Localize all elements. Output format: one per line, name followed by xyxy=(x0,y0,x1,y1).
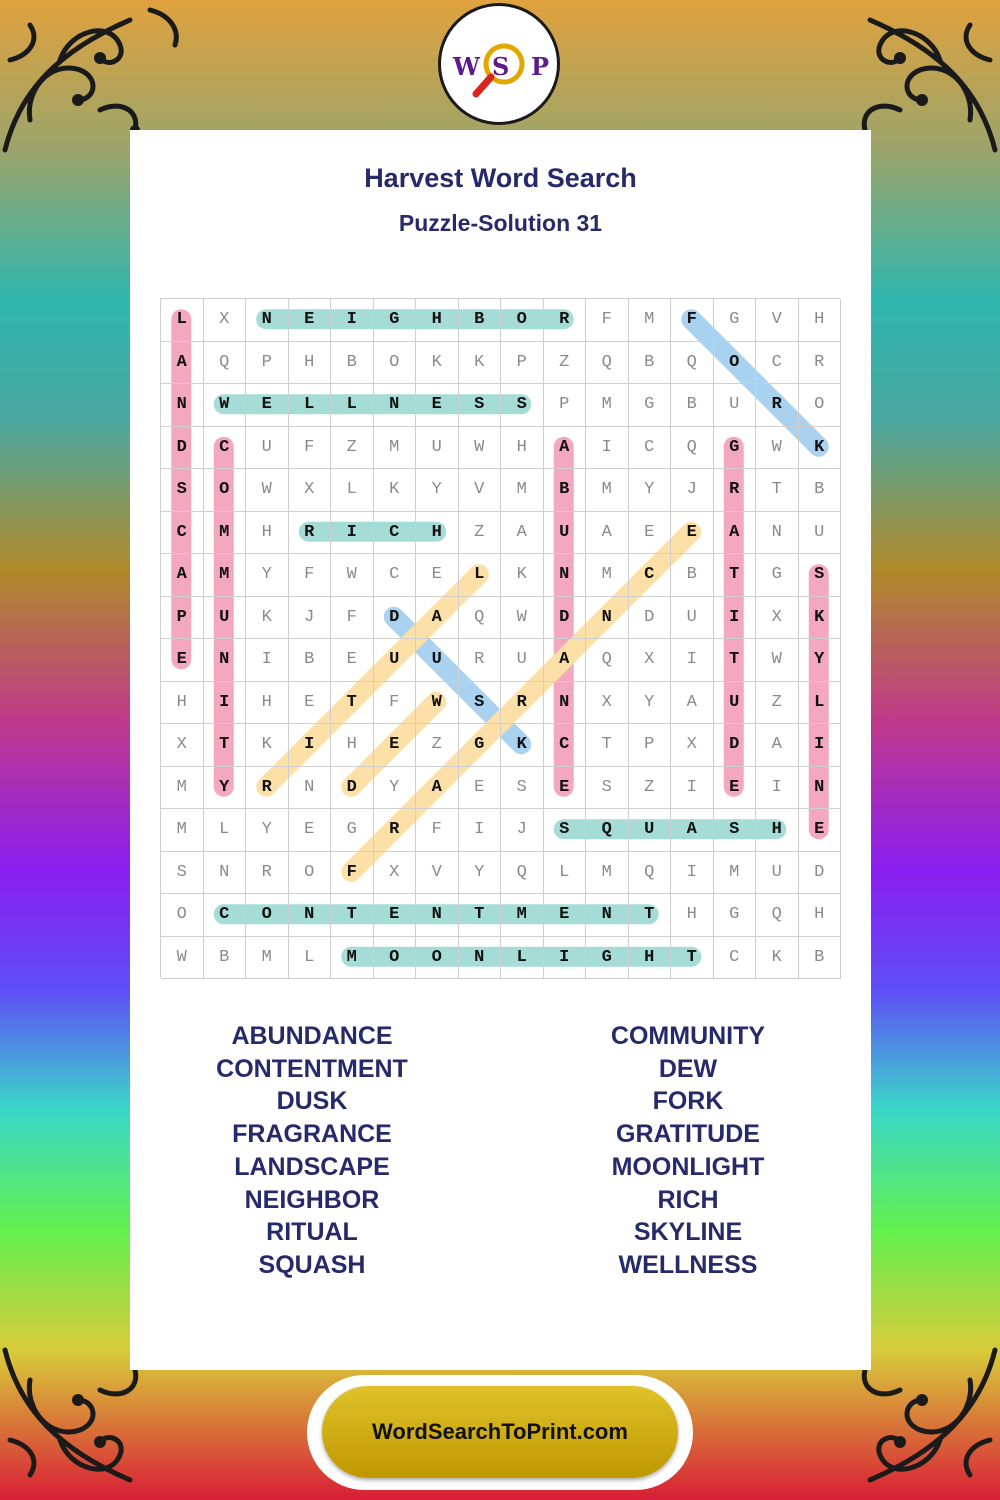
grid-cell[interactable]: M xyxy=(586,852,629,895)
grid-cell[interactable]: R xyxy=(289,512,332,555)
grid-cell[interactable]: U xyxy=(714,384,757,427)
grid-cell[interactable]: N xyxy=(246,299,289,342)
grid-cell[interactable]: C xyxy=(544,724,587,767)
word-list-item: LANDSCAPE xyxy=(234,1152,390,1181)
grid-cell[interactable]: W xyxy=(204,384,247,427)
grid-cell[interactable]: G xyxy=(459,724,502,767)
grid-cell[interactable]: L xyxy=(544,852,587,895)
grid-cell[interactable]: U xyxy=(671,597,714,640)
grid-cell[interactable]: U xyxy=(756,852,799,895)
grid-cell[interactable]: I xyxy=(671,639,714,682)
grid-cell[interactable]: E xyxy=(416,384,459,427)
grid-cell[interactable]: U xyxy=(714,682,757,725)
puzzle-sheet xyxy=(130,130,871,1370)
grid-cell[interactable]: Z xyxy=(416,724,459,767)
word-list-item: RITUAL xyxy=(266,1218,358,1247)
grid-cell[interactable]: E xyxy=(714,767,757,810)
grid-cell[interactable]: I xyxy=(756,767,799,810)
grid-cell[interactable]: Y xyxy=(459,852,502,895)
grid-cell[interactable]: L xyxy=(161,299,204,342)
grid-cell[interactable]: B xyxy=(629,342,672,385)
grid-cell[interactable]: N xyxy=(289,894,332,937)
grid-cell[interactable]: E xyxy=(544,894,587,937)
grid-cell[interactable]: N xyxy=(544,554,587,597)
grid-cell[interactable]: J xyxy=(289,597,332,640)
grid-cell[interactable]: I xyxy=(671,852,714,895)
grid-cell[interactable]: T xyxy=(331,894,374,937)
grid-cell[interactable]: K xyxy=(799,597,842,640)
grid-cell[interactable]: T xyxy=(459,894,502,937)
grid-cell[interactable]: M xyxy=(586,554,629,597)
grid-cell[interactable]: B xyxy=(799,937,842,980)
word-list-item: RICH xyxy=(657,1185,719,1214)
grid-cell[interactable]: W xyxy=(331,554,374,597)
grid-cell[interactable]: X xyxy=(204,299,247,342)
grid-cell[interactable]: B xyxy=(331,342,374,385)
grid-cell[interactable]: E xyxy=(289,299,332,342)
grid-cell[interactable]: E xyxy=(799,809,842,852)
grid-cell[interactable]: V xyxy=(459,469,502,512)
grid-cell[interactable]: H xyxy=(331,724,374,767)
word-grid xyxy=(160,298,840,978)
grid-cell[interactable]: P xyxy=(246,342,289,385)
grid-cell[interactable]: D xyxy=(374,597,417,640)
grid-cell[interactable]: L xyxy=(331,384,374,427)
grid-cell[interactable]: G xyxy=(331,809,374,852)
grid-cell[interactable]: N xyxy=(459,937,502,980)
grid-cell[interactable]: D xyxy=(799,852,842,895)
grid-cell[interactable]: K xyxy=(374,469,417,512)
grid-cell[interactable]: U xyxy=(799,512,842,555)
grid-cell[interactable]: E xyxy=(629,512,672,555)
grid-cell[interactable]: W xyxy=(416,682,459,725)
grid-cell[interactable]: L xyxy=(799,682,842,725)
grid-cell[interactable]: I xyxy=(586,427,629,470)
grid-cell[interactable]: Y xyxy=(246,809,289,852)
grid-cell[interactable]: Q xyxy=(586,639,629,682)
grid-cell[interactable]: O xyxy=(289,852,332,895)
grid-cell[interactable]: L xyxy=(501,937,544,980)
grid-cell[interactable]: C xyxy=(204,894,247,937)
word-list-item: GRATITUDE xyxy=(616,1120,760,1149)
grid-cell[interactable]: A xyxy=(501,512,544,555)
grid-cell[interactable]: K xyxy=(459,342,502,385)
grid-cell[interactable]: M xyxy=(204,554,247,597)
grid-cell[interactable]: M xyxy=(629,299,672,342)
grid-cell[interactable]: E xyxy=(544,767,587,810)
grid-cell[interactable]: I xyxy=(799,724,842,767)
grid-cell[interactable]: C xyxy=(161,512,204,555)
grid-cell[interactable]: U xyxy=(629,809,672,852)
grid-cell[interactable]: O xyxy=(161,894,204,937)
grid-cell[interactable]: S xyxy=(161,469,204,512)
grid-cell[interactable]: N xyxy=(161,384,204,427)
grid-cell[interactable]: T xyxy=(756,469,799,512)
grid-cell[interactable]: X xyxy=(289,469,332,512)
grid-cell[interactable]: N xyxy=(799,767,842,810)
grid-cell[interactable]: U xyxy=(374,639,417,682)
grid-cell[interactable]: S xyxy=(459,384,502,427)
grid-cell[interactable]: K xyxy=(501,724,544,767)
grid-cell[interactable]: S xyxy=(459,682,502,725)
grid-cell[interactable]: O xyxy=(714,342,757,385)
grid-cell[interactable]: R xyxy=(501,682,544,725)
grid-cell[interactable]: N xyxy=(204,639,247,682)
grid-cell[interactable]: R xyxy=(459,639,502,682)
grid-cell[interactable]: N xyxy=(586,597,629,640)
grid-cell[interactable]: H xyxy=(799,894,842,937)
grid-cell[interactable]: S xyxy=(799,554,842,597)
grid-cell[interactable]: T xyxy=(331,682,374,725)
grid-cell[interactable]: Q xyxy=(459,597,502,640)
grid-cell[interactable]: D xyxy=(629,597,672,640)
grid-cell[interactable]: Z xyxy=(756,682,799,725)
grid-cell[interactable]: H xyxy=(289,342,332,385)
grid-cell[interactable]: K xyxy=(246,724,289,767)
grid-cell[interactable]: N xyxy=(204,852,247,895)
grid-cell[interactable]: P xyxy=(161,597,204,640)
grid-cell[interactable]: N xyxy=(544,682,587,725)
grid-cell[interactable]: E xyxy=(161,639,204,682)
grid-cell[interactable]: I xyxy=(204,682,247,725)
grid-cell[interactable]: O xyxy=(374,342,417,385)
grid-cell[interactable]: H xyxy=(756,809,799,852)
grid-cell[interactable]: Z xyxy=(331,427,374,470)
grid-cell[interactable]: P xyxy=(544,384,587,427)
grid-cell[interactable]: A xyxy=(544,427,587,470)
grid-cell[interactable]: B xyxy=(799,469,842,512)
grid-cell[interactable]: G xyxy=(374,299,417,342)
grid-cell[interactable]: D xyxy=(331,767,374,810)
word-list-item: COMMUNITY xyxy=(610,1022,766,1050)
grid-cell[interactable]: Q xyxy=(501,852,544,895)
grid-cell[interactable]: I xyxy=(459,809,502,852)
grid-cell[interactable]: F xyxy=(374,682,417,725)
word-list-item: CONTENTMENT xyxy=(216,1054,408,1083)
grid-cell[interactable]: C xyxy=(204,427,247,470)
grid-cell[interactable]: E xyxy=(374,724,417,767)
grid-cell[interactable]: I xyxy=(671,767,714,810)
grid-cell[interactable]: I xyxy=(331,299,374,342)
grid-cell[interactable]: G xyxy=(629,384,672,427)
grid-cell[interactable]: A xyxy=(714,512,757,555)
grid-cell[interactable]: H xyxy=(671,894,714,937)
word-list-left xyxy=(162,1020,462,1282)
grid-cell[interactable]: S xyxy=(161,852,204,895)
grid-cell[interactable]: F xyxy=(586,299,629,342)
grid-cell[interactable]: G xyxy=(714,427,757,470)
grid-cell[interactable]: F xyxy=(289,554,332,597)
grid-cell[interactable]: O xyxy=(204,469,247,512)
grid-cell[interactable]: V xyxy=(756,299,799,342)
word-list-item: DEW xyxy=(658,1054,718,1083)
grid-cell[interactable]: F xyxy=(671,299,714,342)
grid-cell[interactable]: W xyxy=(756,639,799,682)
grid-cell[interactable]: M xyxy=(714,852,757,895)
grid-cell[interactable]: M xyxy=(586,384,629,427)
grid-cell[interactable]: Q xyxy=(586,809,629,852)
grid-cell[interactable]: T xyxy=(629,894,672,937)
grid-cell[interactable]: G xyxy=(586,937,629,980)
grid-cell[interactable]: W xyxy=(246,469,289,512)
logo-letter: P xyxy=(531,52,550,81)
grid-cell[interactable]: H xyxy=(161,682,204,725)
grid-cell[interactable]: A xyxy=(544,639,587,682)
grid-cell[interactable]: T xyxy=(714,639,757,682)
grid-cell[interactable]: R xyxy=(246,852,289,895)
grid-cell[interactable]: A xyxy=(586,512,629,555)
grid-cell[interactable]: C xyxy=(756,342,799,385)
grid-cell[interactable]: Q xyxy=(756,894,799,937)
grid-cell[interactable]: A xyxy=(416,597,459,640)
grid-cell[interactable]: X xyxy=(756,597,799,640)
grid-cell[interactable]: U xyxy=(246,427,289,470)
word-list-item: MOONLIGHT xyxy=(611,1152,765,1181)
grid-cell[interactable]: U xyxy=(501,639,544,682)
grid-cell[interactable]: R xyxy=(246,767,289,810)
grid-cell[interactable]: U xyxy=(416,639,459,682)
grid-cell[interactable]: E xyxy=(374,894,417,937)
grid-cell[interactable]: O xyxy=(501,299,544,342)
grid-cell[interactable]: N xyxy=(416,894,459,937)
grid-cell[interactable]: M xyxy=(331,937,374,980)
grid-cell[interactable]: Y xyxy=(246,554,289,597)
grid-cell[interactable]: K xyxy=(799,427,842,470)
grid-cell[interactable]: A xyxy=(671,809,714,852)
grid-cell[interactable]: O xyxy=(799,384,842,427)
grid-cell[interactable]: S xyxy=(501,767,544,810)
grid-cell[interactable]: S xyxy=(586,767,629,810)
site-logo[interactable] xyxy=(438,3,560,125)
grid-cell[interactable]: M xyxy=(586,469,629,512)
grid-cell[interactable]: X xyxy=(671,724,714,767)
logo-letter: W xyxy=(453,52,480,81)
grid-cell[interactable]: C xyxy=(374,512,417,555)
grid-cell[interactable]: W xyxy=(459,427,502,470)
grid-cell[interactable]: Y xyxy=(204,767,247,810)
grid-cell[interactable]: S xyxy=(501,384,544,427)
grid-cell[interactable]: T xyxy=(204,724,247,767)
grid-cell[interactable]: Q xyxy=(671,342,714,385)
grid-cell[interactable]: Y xyxy=(374,767,417,810)
grid-cell[interactable]: X xyxy=(374,852,417,895)
page-title: Harvest Word Search xyxy=(364,163,637,193)
grid-cell[interactable]: F xyxy=(416,809,459,852)
word-list-item: ABUNDANCE xyxy=(231,1022,393,1050)
grid-cell[interactable]: B xyxy=(671,384,714,427)
grid-cell[interactable]: C xyxy=(714,937,757,980)
grid-cell[interactable]: B xyxy=(544,469,587,512)
grid-cell[interactable]: I xyxy=(714,597,757,640)
grid-cell[interactable]: F xyxy=(331,852,374,895)
word-list-item: DUSK xyxy=(276,1087,348,1116)
grid-cell[interactable]: Y xyxy=(629,469,672,512)
grid-cell[interactable]: B xyxy=(289,639,332,682)
grid-cell[interactable]: L xyxy=(289,937,332,980)
word-list-item: SKYLINE xyxy=(633,1218,743,1247)
grid-cell[interactable]: G xyxy=(756,554,799,597)
grid-cell[interactable]: K xyxy=(756,937,799,980)
grid-cell[interactable]: I xyxy=(544,937,587,980)
grid-cell[interactable]: Z xyxy=(629,767,672,810)
grid-cell[interactable]: L xyxy=(204,809,247,852)
grid-cell[interactable]: A xyxy=(161,342,204,385)
grid-cell[interactable]: W xyxy=(161,937,204,980)
grid-cell[interactable]: J xyxy=(671,469,714,512)
grid-cell[interactable]: M xyxy=(501,894,544,937)
grid-cell[interactable]: Q xyxy=(671,427,714,470)
logo-letter: S xyxy=(492,52,510,81)
grid-cell[interactable]: K xyxy=(501,554,544,597)
grid-cell[interactable]: E xyxy=(289,809,332,852)
grid-cell[interactable]: N xyxy=(374,384,417,427)
grid-cell[interactable]: Z xyxy=(544,342,587,385)
page-subtitle: Puzzle-Solution 31 xyxy=(398,210,603,236)
grid-cell[interactable]: Z xyxy=(459,512,502,555)
grid-cell[interactable]: R xyxy=(374,809,417,852)
grid-cell[interactable]: D xyxy=(544,597,587,640)
grid-cell[interactable]: O xyxy=(246,894,289,937)
grid-cell[interactable]: L xyxy=(459,554,502,597)
grid-cell[interactable]: X xyxy=(161,724,204,767)
grid-cell[interactable]: Q xyxy=(629,852,672,895)
grid-cell[interactable]: C xyxy=(629,554,672,597)
grid-cell[interactable]: R xyxy=(714,469,757,512)
grid-cell[interactable]: X xyxy=(629,639,672,682)
grid-cell[interactable]: P xyxy=(501,342,544,385)
grid-cell[interactable]: H xyxy=(246,512,289,555)
word-list-item: FRAGRANCE xyxy=(232,1120,392,1149)
grid-cell[interactable]: B xyxy=(204,937,247,980)
grid-cell[interactable]: I xyxy=(331,512,374,555)
word-list-item: FORK xyxy=(652,1087,724,1116)
grid-cell[interactable]: F xyxy=(331,597,374,640)
footer-site-button[interactable] xyxy=(322,1386,678,1478)
grid-cell[interactable]: M xyxy=(204,512,247,555)
grid-cell[interactable]: A xyxy=(416,767,459,810)
grid-cell[interactable]: Y xyxy=(799,639,842,682)
grid-cell[interactable]: R xyxy=(756,384,799,427)
word-list-item: WELLNESS xyxy=(618,1250,758,1279)
grid-cell[interactable]: Y xyxy=(629,682,672,725)
grid-cell[interactable]: H xyxy=(501,427,544,470)
grid-cell[interactable]: T xyxy=(671,937,714,980)
grid-cell[interactable]: R xyxy=(799,342,842,385)
grid-cell[interactable]: M xyxy=(161,809,204,852)
grid-cell[interactable]: B xyxy=(671,554,714,597)
grid-cell[interactable]: O xyxy=(374,937,417,980)
word-list-item: NEIGHBOR xyxy=(244,1185,380,1214)
grid-cell[interactable]: M xyxy=(501,469,544,512)
grid-cell[interactable]: A xyxy=(756,724,799,767)
grid-cell[interactable]: G xyxy=(714,894,757,937)
footer-site-label: WordSearchToPrint.com xyxy=(372,1419,628,1444)
grid-cell[interactable]: B xyxy=(459,299,502,342)
grid-cell[interactable]: N xyxy=(756,512,799,555)
word-list-right xyxy=(538,1020,838,1282)
grid-cell[interactable]: C xyxy=(374,554,417,597)
grid-cell[interactable]: E xyxy=(246,384,289,427)
grid-cell[interactable]: O xyxy=(416,937,459,980)
grid-cell[interactable]: K xyxy=(246,597,289,640)
grid-cell[interactable]: M xyxy=(374,427,417,470)
grid-cell[interactable]: H xyxy=(416,512,459,555)
grid-cell[interactable]: U xyxy=(204,597,247,640)
grid-cell[interactable]: I xyxy=(289,724,332,767)
grid-cell[interactable]: T xyxy=(714,554,757,597)
grid-cell[interactable]: G xyxy=(714,299,757,342)
grid-cell[interactable]: A xyxy=(671,682,714,725)
grid-cell[interactable]: P xyxy=(629,724,672,767)
grid-cell[interactable]: E xyxy=(416,554,459,597)
word-list-item: SQUASH xyxy=(258,1250,366,1279)
grid-cell[interactable]: E xyxy=(459,767,502,810)
grid-cell[interactable]: S xyxy=(714,809,757,852)
grid-cell[interactable]: D xyxy=(161,427,204,470)
grid-cell[interactable]: E xyxy=(289,682,332,725)
grid-cell[interactable]: R xyxy=(544,299,587,342)
grid-cell[interactable]: E xyxy=(331,639,374,682)
grid-cell[interactable]: U xyxy=(416,427,459,470)
grid-cell[interactable]: L xyxy=(331,469,374,512)
grid-cell[interactable]: D xyxy=(714,724,757,767)
grid-cell[interactable]: X xyxy=(586,682,629,725)
grid-cell[interactable]: S xyxy=(544,809,587,852)
letter-grid xyxy=(160,298,840,978)
grid-cell[interactable]: C xyxy=(629,427,672,470)
grid-cell[interactable]: U xyxy=(544,512,587,555)
grid-cell[interactable]: K xyxy=(416,342,459,385)
grid-cell[interactable]: T xyxy=(586,724,629,767)
grid-cell[interactable]: E xyxy=(671,512,714,555)
grid-cell[interactable]: A xyxy=(161,554,204,597)
grid-cell[interactable]: N xyxy=(289,767,332,810)
grid-cell[interactable]: Q xyxy=(586,342,629,385)
grid-cell[interactable]: J xyxy=(501,809,544,852)
grid-cell[interactable]: I xyxy=(246,639,289,682)
grid-cell[interactable]: Q xyxy=(204,342,247,385)
grid-cell[interactable]: F xyxy=(289,427,332,470)
grid-cell[interactable]: H xyxy=(246,682,289,725)
grid-cell[interactable]: M xyxy=(161,767,204,810)
grid-cell[interactable]: W xyxy=(501,597,544,640)
grid-cell[interactable]: L xyxy=(289,384,332,427)
grid-cell[interactable]: V xyxy=(416,852,459,895)
grid-cell[interactable]: H xyxy=(416,299,459,342)
grid-cell[interactable]: W xyxy=(756,427,799,470)
grid-cell[interactable]: N xyxy=(586,894,629,937)
grid-cell[interactable]: Y xyxy=(416,469,459,512)
grid-cell[interactable]: H xyxy=(799,299,842,342)
grid-cell[interactable]: M xyxy=(246,937,289,980)
grid-cell[interactable]: H xyxy=(629,937,672,980)
